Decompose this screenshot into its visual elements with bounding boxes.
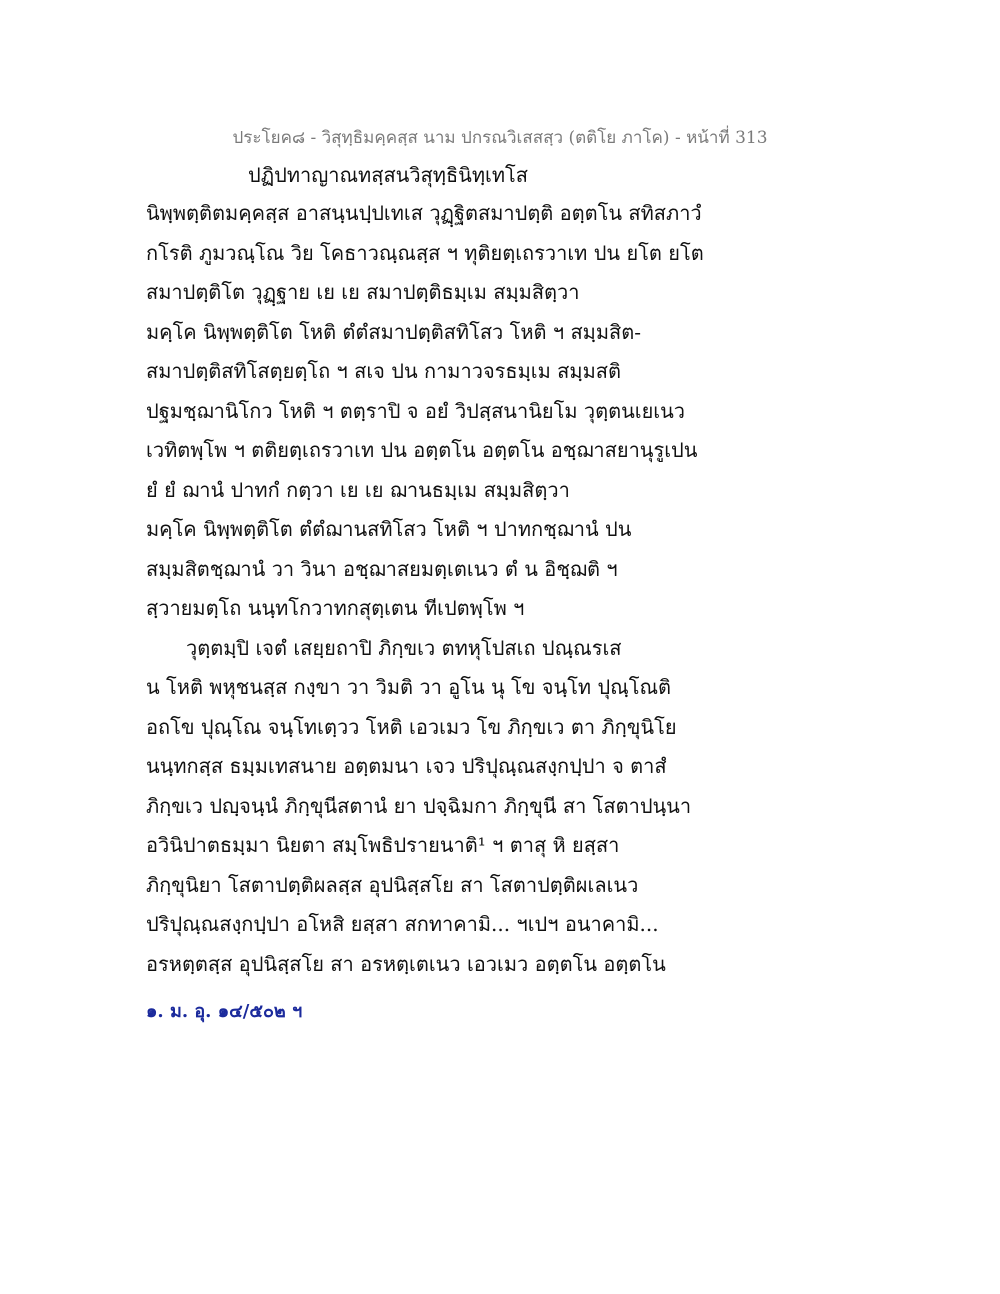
text-line: มคฺโค นิพฺพตฺติโต โหติ ตํตํสมาปตฺติสทิโสว โหติ ฯ สมฺมสิต- bbox=[146, 319, 641, 344]
section-title: ปฏิปทาญาณทสฺสนวิสุทฺธินิทฺเทโส bbox=[248, 163, 528, 187]
text-line: นิพฺพตฺติตมคฺคสฺส อาสนฺนปฺปเทเส วุฏฺฐิตสมาปตฺติ อตฺตโน สทิสภาวํ bbox=[146, 201, 702, 225]
text-line: มคฺโค นิพฺพตฺติโต ตํตํฌานสทิโสว โหติ ฯ ปาทกชฺฌานํ ปน bbox=[146, 517, 632, 541]
text-line: นนฺทกสฺส ธมฺมเทสนาย อตฺตมนา เจว ปริปุณฺณสงฺกปฺปา จ ตาสํ bbox=[146, 754, 667, 778]
text-line: อรหตฺตสฺส อุปนิสฺสโย สา อรหตฺเตเนว เอวเมว อตฺตโน อตฺตโน bbox=[146, 951, 666, 976]
text-line: สมาปตฺติสทิโสตฺยตฺโถ ฯ สเจ ปน กามาวจรธมฺเม สมฺมสติ bbox=[146, 359, 621, 383]
text-line: อถโข ปุณฺโณ จนฺโทเตฺวว โหติ เอวเมว โข ภิกฺขเว ตา ภิกฺขุนิโย bbox=[146, 714, 677, 739]
text-line: ยํ ยํ ฌานํ ปาทกํ กตฺวา เย เย ฌานธมฺเม สมฺมสิตฺวา bbox=[146, 477, 570, 502]
text-line: สมฺมสิตชฺฌานํ วา วินา อชฺฌาสยมตฺเตเนว ตํ น อิชฺฌติ ฯ bbox=[146, 556, 618, 581]
text-line: ภิกฺขเว ปญฺจนฺนํ ภิกฺขุนีสตานํ ยา ปจฺฉิมกา ภิกฺขุนี สา โสตาปนฺนา bbox=[146, 793, 692, 818]
text-line: อวินิปาตธมฺมา นิยตา สมฺโพธิปรายนาติ¹ ฯ ตาสุ หิ ยสฺสา bbox=[146, 833, 620, 857]
text-line: สฺวายมตฺโถ นนฺทโกวาทกสุตฺเตน ทีเปตพฺโพ ฯ bbox=[146, 596, 525, 620]
text-line: ภิกฺขุนิยา โสตาปตฺติผลสฺส อุปนิสฺสโย สา โสตาปตฺติผเลเนว bbox=[146, 872, 639, 897]
text-line: น โหติ พหุชนสฺส กงฺขา วา วิมติ วา อูโน นุ โข จนฺโท ปุณฺโณติ bbox=[146, 675, 672, 699]
text-line: ปริปุณฺณสงฺกปฺปา อโหสิ ยสฺสา สกทาคามิ... ฯเปฯ อนาคามิ... bbox=[146, 912, 659, 936]
footnote: ๑. ม. อุ. ๑๔/๕๐๒ ฯ bbox=[146, 1001, 303, 1022]
text-line: สมาปตฺติโต วุฏฺฐาย เย เย สมาปตฺติธมฺเม สมฺมสิตฺวา bbox=[146, 280, 580, 304]
text-line: กโรติ ภูมวณฺโณ วิย โคธาวณฺณสฺส ฯ ทุติยตฺเถรวาเท ปน ยโต ยโต bbox=[146, 240, 704, 265]
text-line: ปฐมชฺฌานิโกว โหติ ฯ ตตฺราปิ จ อยํ วิปสฺสนานิยโม วุตฺตนเยเนว bbox=[146, 398, 686, 423]
text-line: เวทิตพฺโพ ฯ ตติยตฺเถรวาเท ปน อตฺตโน อตฺตโน อชฺฌาสยานุรูเปน bbox=[146, 438, 698, 462]
running-header-text: ประโยค๘ - วิสุทฺธิมคฺคสฺส นาม ปกรณวิเสสสฺว (ตติโย ภาโค) - หน้าที่ 313 bbox=[232, 128, 768, 148]
body-text bbox=[146, 198, 866, 988]
text-line-paragraph-start: วุตฺตมฺปิ เจตํ เสยฺยถาปิ ภิกฺขเว ตทหุโปสเถ ปณฺณรเส bbox=[186, 635, 622, 660]
running-header bbox=[0, 124, 1000, 151]
